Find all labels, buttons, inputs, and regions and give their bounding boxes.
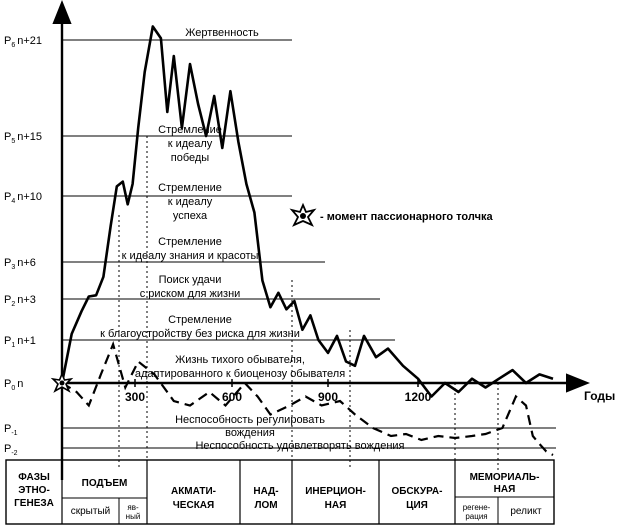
band-text-b5: Стремление bbox=[158, 124, 222, 136]
x-tick-label: 900 bbox=[317, 390, 339, 404]
level-label: $P_2$ n+3 bbox=[4, 294, 36, 308]
level-label: $P_3$ n+6 bbox=[4, 257, 36, 271]
phase-subname: рация bbox=[465, 512, 488, 521]
band-text-b0: адаптированного к биоценозу обывателя bbox=[134, 368, 346, 380]
band-text-bm1: вождения bbox=[225, 427, 275, 439]
level-labels bbox=[4, 35, 42, 457]
phases-header: ГЕНЕЗА bbox=[14, 498, 54, 509]
level-label: $P_1$ n+1 bbox=[4, 335, 36, 349]
band-text-bm2: Неспособность удовлетворять вождения bbox=[195, 440, 405, 452]
phases-header: ЭТНО- bbox=[18, 485, 50, 496]
band-text-b5: победы bbox=[170, 152, 210, 164]
band-text-bm1: Неспособность регулировать bbox=[175, 414, 325, 426]
band-text-b4: Стремление bbox=[158, 182, 222, 194]
phase-subname: ный bbox=[125, 512, 141, 521]
phase-name: ЦИЯ bbox=[406, 500, 428, 511]
phase-name: ЧЕСКАЯ bbox=[172, 500, 215, 511]
phase-subname: регене- bbox=[462, 503, 491, 512]
phase-name: НАЯ bbox=[324, 500, 347, 511]
phase-name: ИНЕРЦИОН- bbox=[305, 486, 366, 497]
phases-header: ФАЗЫ bbox=[18, 472, 50, 483]
band-text-b3: Стремление bbox=[158, 236, 222, 248]
level-label: $P_5$ n+15 bbox=[4, 131, 43, 145]
band-text-b2: с риском для жизни bbox=[139, 288, 241, 300]
x-tick-label: 1200 bbox=[404, 390, 432, 404]
phase-subname: яв- bbox=[127, 503, 139, 512]
phase-name: МЕМОРИАЛЬ- bbox=[469, 472, 540, 483]
band-text-b1: к благоустройству без риска для жизни bbox=[100, 328, 300, 340]
phase-subname: скрытый bbox=[70, 506, 111, 517]
phase-name: НАД- bbox=[253, 486, 279, 497]
band-text-b2: Поиск удачи bbox=[158, 274, 222, 286]
level-label: $P_{-2}$ bbox=[4, 443, 18, 457]
band-text-b0: Жизнь тихого обывателя, bbox=[175, 354, 305, 366]
band-texts bbox=[100, 27, 404, 452]
band-text-b4: успеха bbox=[172, 210, 208, 222]
phase-table bbox=[6, 460, 554, 524]
band-text-b3: к идеалу знания и красоты bbox=[121, 250, 259, 262]
level-label: $P_0$ n bbox=[4, 378, 24, 392]
phase-subname: реликт bbox=[510, 506, 542, 517]
x-tick-label: 300 bbox=[124, 390, 146, 404]
level-label: $P_6$ n+21 bbox=[4, 35, 43, 49]
phase-name: ОБСКУРА- bbox=[391, 486, 443, 497]
level-label: $P_4$ n+10 bbox=[4, 191, 43, 205]
level-lines bbox=[62, 40, 556, 448]
x-axis-label: Годы bbox=[584, 389, 616, 403]
band-text-b4: к идеалу bbox=[167, 196, 213, 208]
x-tick-label: 600 bbox=[221, 390, 243, 404]
phase-name: ЛОМ bbox=[254, 500, 278, 511]
band-text-b1: Стремление bbox=[168, 314, 232, 326]
phase-name: НАЯ bbox=[493, 484, 516, 495]
phase-name: ПОДЪЕМ bbox=[81, 478, 128, 489]
legend-text: - момент пассионарного толчка bbox=[320, 211, 493, 223]
band-text-b5: к идеалу bbox=[167, 138, 213, 150]
level-label: $P_{-1}$ bbox=[4, 423, 18, 437]
star-burst-icon bbox=[292, 205, 314, 225]
band-text-b6: Жертвенность bbox=[185, 27, 259, 39]
legend bbox=[292, 205, 493, 225]
phase-name: АКМАТИ- bbox=[170, 486, 217, 497]
